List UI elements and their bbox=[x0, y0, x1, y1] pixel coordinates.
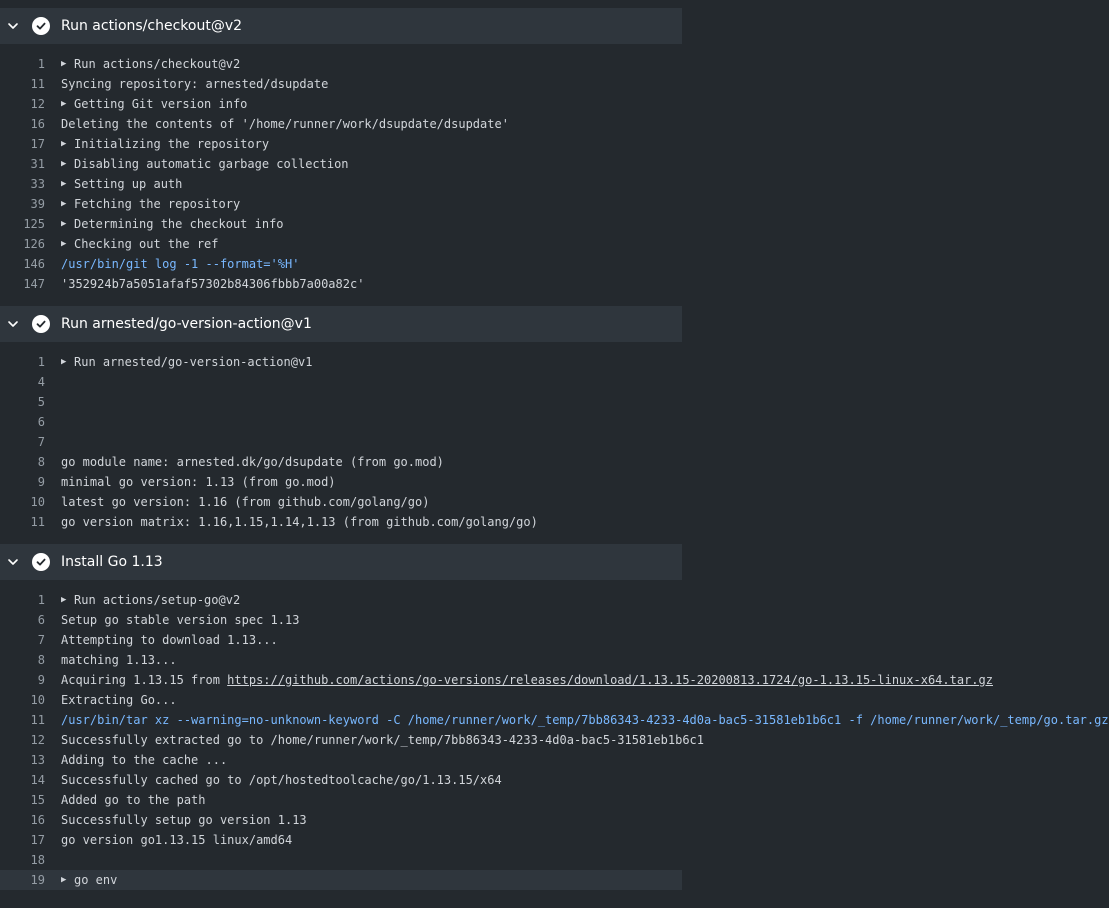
step-title[interactable]: Install Go 1.13 bbox=[61, 554, 163, 570]
line-number[interactable]: 7 bbox=[37, 633, 45, 647]
log-text-content: matching 1.13... bbox=[61, 653, 177, 667]
triangle-right-icon[interactable]: ▶ bbox=[61, 875, 67, 885]
log-line bbox=[0, 730, 704, 750]
log-text-content: go module name: arnested.dk/go/dsupdate (from go.mod) bbox=[61, 455, 444, 469]
log-line[interactable] bbox=[0, 352, 682, 372]
step-log bbox=[0, 580, 1109, 902]
log-text bbox=[61, 870, 117, 890]
log-text-content: Adding to the cache ... bbox=[61, 753, 228, 767]
step-log bbox=[0, 342, 682, 544]
line-number[interactable]: 9 bbox=[37, 475, 45, 489]
top-gap bbox=[0, 0, 682, 8]
line-number[interactable]: 17 bbox=[30, 137, 45, 151]
step-header[interactable] bbox=[0, 544, 682, 580]
log-text-content: Acquiring 1.13.15 from bbox=[61, 673, 228, 687]
check-circle-icon bbox=[32, 315, 50, 333]
line-number[interactable]: 13 bbox=[30, 753, 45, 767]
triangle-right-icon[interactable]: ▶ bbox=[61, 139, 67, 149]
chevron-down-icon[interactable] bbox=[6, 19, 20, 33]
log-text bbox=[61, 274, 364, 294]
log-text-content: Setup go stable version spec 1.13 bbox=[61, 613, 300, 627]
log-line bbox=[0, 770, 682, 790]
check-circle-icon bbox=[32, 553, 50, 571]
log-text bbox=[61, 730, 704, 750]
line-number[interactable]: 7 bbox=[37, 435, 45, 449]
step-header[interactable] bbox=[0, 8, 682, 44]
log-line bbox=[0, 650, 682, 670]
log-text-content: '352924b7a5051afaf57302b84306fbbb7a00a82c' bbox=[61, 277, 365, 291]
line-number[interactable]: 1 bbox=[37, 355, 45, 369]
log-line bbox=[0, 452, 682, 472]
log-text-content: Successfully extracted go to /home/runner/work/_temp/7bb86343-4233-4d0a-bac5-31581eb1b6c1 bbox=[61, 733, 704, 747]
line-number[interactable]: 147 bbox=[23, 277, 45, 291]
log-text bbox=[61, 134, 269, 154]
step-section bbox=[0, 8, 682, 306]
log-text bbox=[61, 690, 177, 710]
log-text-content: Determining the checkout info bbox=[74, 217, 284, 231]
log-text bbox=[61, 254, 299, 274]
log-text bbox=[61, 94, 247, 114]
log-line[interactable] bbox=[0, 234, 682, 254]
line-number[interactable]: 1 bbox=[37, 593, 45, 607]
line-number[interactable]: 12 bbox=[30, 733, 45, 747]
triangle-right-icon[interactable]: ▶ bbox=[61, 595, 67, 605]
line-number[interactable]: 12 bbox=[30, 97, 45, 111]
log-text-content: Getting Git version info bbox=[74, 97, 248, 111]
log-line bbox=[0, 790, 682, 810]
log-line[interactable] bbox=[0, 134, 682, 154]
log-text-content: /usr/bin/git log -1 --format='%H' bbox=[61, 257, 300, 271]
chevron-down-icon[interactable] bbox=[6, 317, 20, 331]
step-section bbox=[0, 306, 682, 544]
line-number[interactable]: 10 bbox=[30, 693, 45, 707]
line-number[interactable]: 126 bbox=[23, 237, 45, 251]
log-line bbox=[0, 710, 1109, 730]
log-line bbox=[0, 492, 682, 512]
log-text-content: /usr/bin/tar xz --warning=no-unknown-keyword -C /home/runner/work/_temp/7bb86343-4233-4d0a-bac5-31581eb1b6c1 -f /home/runner/work/_temp/go.tar.gz bbox=[61, 713, 1109, 727]
log-text-content: Successfully setup go version 1.13 bbox=[61, 813, 307, 827]
check-circle-icon bbox=[32, 17, 50, 35]
line-number[interactable]: 19 bbox=[30, 873, 45, 887]
triangle-right-icon[interactable]: ▶ bbox=[61, 99, 67, 109]
line-number[interactable]: 11 bbox=[30, 77, 45, 91]
log-line[interactable] bbox=[0, 194, 682, 214]
triangle-right-icon[interactable]: ▶ bbox=[61, 199, 67, 209]
log-text-content: Run arnested/go-version-action@v1 bbox=[74, 355, 313, 369]
log-text bbox=[61, 174, 182, 194]
line-number[interactable]: 10 bbox=[30, 495, 45, 509]
log-text bbox=[61, 630, 278, 650]
step-header[interactable] bbox=[0, 306, 682, 342]
log-line bbox=[0, 432, 682, 452]
log-text-content: Attempting to download 1.13... bbox=[61, 633, 278, 647]
line-number[interactable]: 11 bbox=[30, 713, 45, 727]
log-text bbox=[61, 790, 206, 810]
triangle-right-icon[interactable]: ▶ bbox=[61, 239, 67, 249]
log-text bbox=[61, 810, 307, 830]
chevron-down-icon[interactable] bbox=[6, 555, 20, 569]
log-text-content: Initializing the repository bbox=[74, 137, 270, 151]
line-number[interactable]: 15 bbox=[30, 793, 45, 807]
log-text-content: Added go to the path bbox=[61, 793, 206, 807]
log-line bbox=[0, 472, 682, 492]
log-text bbox=[61, 74, 328, 94]
triangle-right-icon[interactable]: ▶ bbox=[61, 59, 67, 69]
log-line bbox=[0, 254, 682, 274]
line-number[interactable]: 17 bbox=[30, 833, 45, 847]
log-text bbox=[61, 154, 349, 174]
line-number[interactable]: 39 bbox=[30, 197, 45, 211]
log-text-content: Extracting Go... bbox=[61, 693, 177, 707]
log-line bbox=[0, 670, 993, 690]
log-text-content: Run actions/checkout@v2 bbox=[74, 57, 241, 71]
log-text bbox=[61, 590, 240, 610]
log-text bbox=[61, 770, 502, 790]
log-text-content: Disabling automatic garbage collection bbox=[74, 157, 349, 171]
log-text-content: go env bbox=[74, 873, 118, 887]
log-text bbox=[61, 670, 993, 690]
log-line bbox=[0, 810, 682, 830]
step-log bbox=[0, 44, 682, 306]
line-number[interactable]: 6 bbox=[37, 613, 45, 627]
log-line bbox=[0, 690, 682, 710]
triangle-right-icon[interactable]: ▶ bbox=[61, 179, 67, 189]
log-line bbox=[0, 372, 682, 392]
line-number[interactable]: 33 bbox=[30, 177, 45, 191]
step-section bbox=[0, 544, 1109, 902]
log-line[interactable] bbox=[0, 54, 682, 74]
line-number[interactable]: 9 bbox=[37, 673, 45, 687]
log-text-content: Syncing repository: arnested/dsupdate bbox=[61, 77, 329, 91]
log-line bbox=[0, 750, 682, 770]
log-text-content: go version matrix: 1.16,1.15,1.14,1.13 (from github.com/golang/go) bbox=[61, 515, 538, 529]
log-line bbox=[0, 274, 682, 294]
log-line bbox=[0, 610, 682, 630]
log-text-content: minimal go version: 1.13 (from go.mod) bbox=[61, 475, 336, 489]
log-text bbox=[61, 452, 444, 472]
line-number[interactable]: 8 bbox=[37, 653, 45, 667]
log-line[interactable] bbox=[0, 214, 682, 234]
log-line bbox=[0, 392, 682, 412]
log-line[interactable] bbox=[0, 174, 682, 194]
log-text-content: Successfully cached go to /opt/hostedtoolcache/go/1.13.15/x64 bbox=[61, 773, 502, 787]
log-line bbox=[0, 114, 682, 134]
log-text-content: latest go version: 1.16 (from github.com/golang/go) bbox=[61, 495, 430, 509]
log-text bbox=[61, 610, 299, 630]
log-text bbox=[61, 750, 227, 770]
log-text bbox=[61, 472, 336, 492]
log-text-content: Setting up auth bbox=[74, 177, 183, 191]
log-line bbox=[0, 830, 682, 850]
line-number[interactable]: 146 bbox=[23, 257, 45, 271]
triangle-right-icon[interactable]: ▶ bbox=[61, 357, 67, 367]
log-text-content: Run actions/setup-go@v2 bbox=[74, 593, 241, 607]
line-number[interactable]: 8 bbox=[37, 455, 45, 469]
log-line[interactable] bbox=[0, 590, 682, 610]
log-text-content: go version go1.13.15 linux/amd64 bbox=[61, 833, 293, 847]
step-title[interactable]: Run actions/checkout@v2 bbox=[61, 18, 243, 34]
workflow-log bbox=[0, 8, 1109, 902]
step-title[interactable]: Run arnested/go-version-action@v1 bbox=[61, 316, 312, 332]
line-number[interactable]: 16 bbox=[30, 813, 45, 827]
log-text bbox=[61, 194, 240, 214]
line-number[interactable]: 4 bbox=[37, 375, 45, 389]
log-text-content: Fetching the repository bbox=[74, 197, 241, 211]
line-number[interactable]: 16 bbox=[30, 117, 45, 131]
log-text bbox=[61, 650, 177, 670]
triangle-right-icon[interactable]: ▶ bbox=[61, 219, 67, 229]
log-text bbox=[61, 492, 429, 512]
log-text bbox=[61, 710, 1109, 730]
log-line[interactable] bbox=[0, 94, 682, 114]
log-text bbox=[61, 830, 292, 850]
log-text-content: Deleting the contents of '/home/runner/work/dsupdate/dsupdate' bbox=[61, 117, 509, 131]
triangle-right-icon[interactable]: ▶ bbox=[61, 159, 67, 169]
line-number[interactable]: 5 bbox=[37, 395, 45, 409]
line-number[interactable]: 14 bbox=[30, 773, 45, 787]
log-line bbox=[0, 74, 682, 94]
log-line[interactable] bbox=[0, 870, 682, 890]
line-number[interactable]: 18 bbox=[30, 853, 45, 867]
log-text bbox=[61, 54, 240, 74]
line-number[interactable]: 1 bbox=[37, 57, 45, 71]
line-number[interactable]: 125 bbox=[23, 217, 45, 231]
line-number[interactable]: 31 bbox=[30, 157, 45, 171]
log-text bbox=[61, 352, 312, 372]
log-text bbox=[61, 114, 509, 134]
log-line bbox=[0, 630, 682, 650]
log-text-content: Checking out the ref bbox=[74, 237, 219, 251]
download-link[interactable]: https://github.com/actions/go-versions/releases/download/1.13.15-20200813.1724/go-1.13.15-linux-x64.tar.gz bbox=[227, 673, 993, 687]
log-text bbox=[61, 512, 538, 532]
log-line bbox=[0, 850, 682, 870]
log-text bbox=[61, 234, 219, 254]
line-number[interactable]: 6 bbox=[37, 415, 45, 429]
log-line bbox=[0, 412, 682, 432]
log-text bbox=[61, 214, 284, 234]
line-number[interactable]: 11 bbox=[30, 515, 45, 529]
log-line bbox=[0, 512, 682, 532]
log-line[interactable] bbox=[0, 154, 682, 174]
